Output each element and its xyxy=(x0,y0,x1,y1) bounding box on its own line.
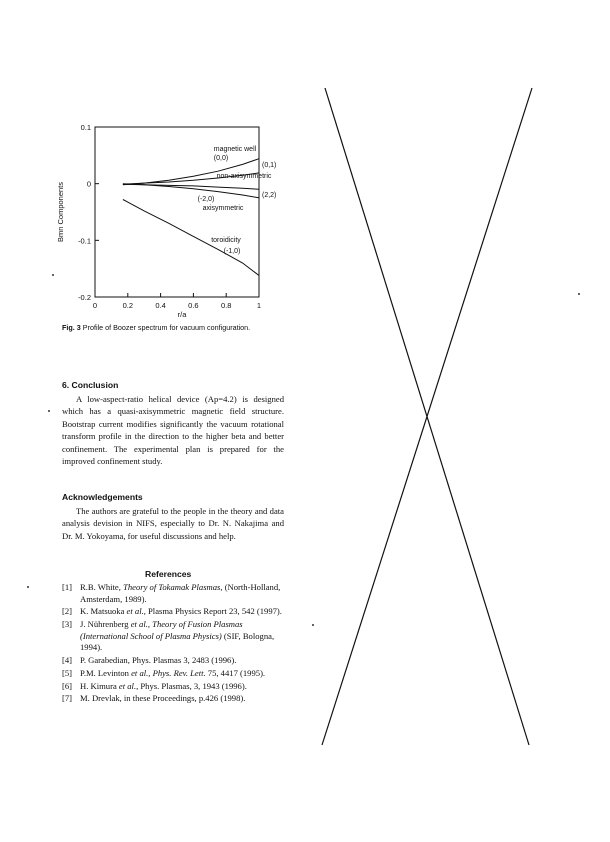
reference-number: [6] xyxy=(62,680,73,691)
reference-item xyxy=(62,655,284,667)
figure-caption-text: Profile of Boozer spectrum for vacuum configuration. xyxy=(82,323,251,332)
reference-number: [4] xyxy=(62,655,73,666)
acknowledgements-text: The authors are grateful to the people in the theory and data analysis devision in NIFS, especially to Dr. N. Nakajima and Dr. M. Yokoyama, for useful discussions and help. xyxy=(62,506,284,541)
reference-item xyxy=(62,681,284,693)
reference-text: K. Matsuoka xyxy=(80,606,127,617)
reference-item xyxy=(62,582,284,605)
y-axis-label: Bmn Components xyxy=(56,181,65,243)
reference-text: , Phys. Plasmas, 3, 1943 (1996). xyxy=(136,680,247,691)
reference-text: P.M. Levinton xyxy=(80,667,132,678)
references-list xyxy=(62,582,284,706)
plot-annotation: non-axisymmetric xyxy=(216,173,272,180)
y-tick-label: -0.1 xyxy=(78,236,91,246)
plot-annotation: (-1,0) xyxy=(223,248,241,255)
x-tick-label: 0 xyxy=(92,301,98,310)
references-heading: References xyxy=(145,569,192,579)
y-tick-label: 0.1 xyxy=(80,123,91,132)
cross-line-right-to-left xyxy=(322,88,532,745)
plot-annotation: toroidicity xyxy=(211,237,241,244)
reference-text: H. Kimura xyxy=(80,680,119,691)
scan-speck xyxy=(578,293,580,295)
x-tick-label: 0.6 xyxy=(188,301,199,310)
reference-item xyxy=(62,693,284,705)
reference-number: [1] xyxy=(62,582,73,592)
x-tick-label: 1 xyxy=(256,301,262,310)
reference-text: et al., Theory of Fusion Plasmas (International School of Plasma Physics) xyxy=(80,619,243,641)
reference-number: [7] xyxy=(62,693,73,704)
boozer-spectrum-plot xyxy=(56,123,276,319)
reference-item xyxy=(62,668,284,680)
x-tick-label: 0.4 xyxy=(155,301,166,310)
x-tick-label: 0.2 xyxy=(122,301,134,310)
reference-item xyxy=(62,619,284,654)
reference-text: et al., Phys. Rev. Lett. xyxy=(131,667,206,678)
plot-annotations xyxy=(198,146,277,255)
acknowledgements-heading: Acknowledgements xyxy=(62,492,143,502)
figure-caption xyxy=(62,323,277,334)
reference-text: 75, 4417 (1995). xyxy=(205,667,266,678)
acknowledgements-paragraph xyxy=(62,505,284,542)
x-tick-label: 0.8 xyxy=(220,301,232,310)
reference-item xyxy=(62,606,284,618)
reference-text: J. Nührenberg xyxy=(80,619,131,630)
plot-annotation: (0,0) xyxy=(213,155,229,162)
reference-text: P. Garabedian, Phys. Plasmas 3, 2483 (1996). xyxy=(80,655,237,666)
plot-annotation: (2,2) xyxy=(262,192,277,199)
reference-text: et al. xyxy=(118,680,137,691)
conclusion-text: A low-aspect-ratio helical device (Ap=4.2) is designed which has a quasi-axisymmetric magnetic field structure. Bootstrap current modifies significantly the vacuum rotational transform profile in the direction to the higher beta and better confinement. The experimental plan is prepared for the improved confinement study. xyxy=(62,394,284,467)
figure-caption-label: Fig. 3 xyxy=(62,323,81,332)
scan-speck xyxy=(312,624,314,626)
reference-number: [3] xyxy=(62,619,73,630)
conclusion-heading: 6. Conclusion xyxy=(62,380,119,390)
reference-text: (SIF, Bologna, 1994). xyxy=(80,630,275,653)
plot-annotation: (-2,0) xyxy=(197,196,215,203)
reference-text: M. Drevlak, in these Proceedings, p.426 (1998). xyxy=(80,693,246,704)
reference-text: , Plasma Physics Report 23, 542 (1997). xyxy=(143,606,282,617)
reference-text: R.B. White, xyxy=(80,582,124,592)
plot-annotation: axisymmetric xyxy=(202,205,244,212)
x-axis-label: r/a xyxy=(177,310,187,319)
scan-speck xyxy=(27,586,29,588)
plot-annotation: (0,1) xyxy=(262,162,277,169)
y-tick-label: -0.2 xyxy=(78,293,91,302)
scan-speck xyxy=(52,274,54,276)
reference-text: , (North-Holland, Amsterdam, 1989). xyxy=(80,582,281,604)
scan-speck xyxy=(48,410,50,412)
reference-number: [2] xyxy=(62,606,73,617)
reference-number: [5] xyxy=(62,667,73,678)
reference-text: Theory of Tokamak Plasmas xyxy=(123,582,221,592)
y-tick-label: 0 xyxy=(86,179,91,189)
reference-text: et al. xyxy=(126,606,144,617)
conclusion-paragraph xyxy=(62,393,284,467)
plot-annotation: magnetic well xyxy=(213,146,257,153)
